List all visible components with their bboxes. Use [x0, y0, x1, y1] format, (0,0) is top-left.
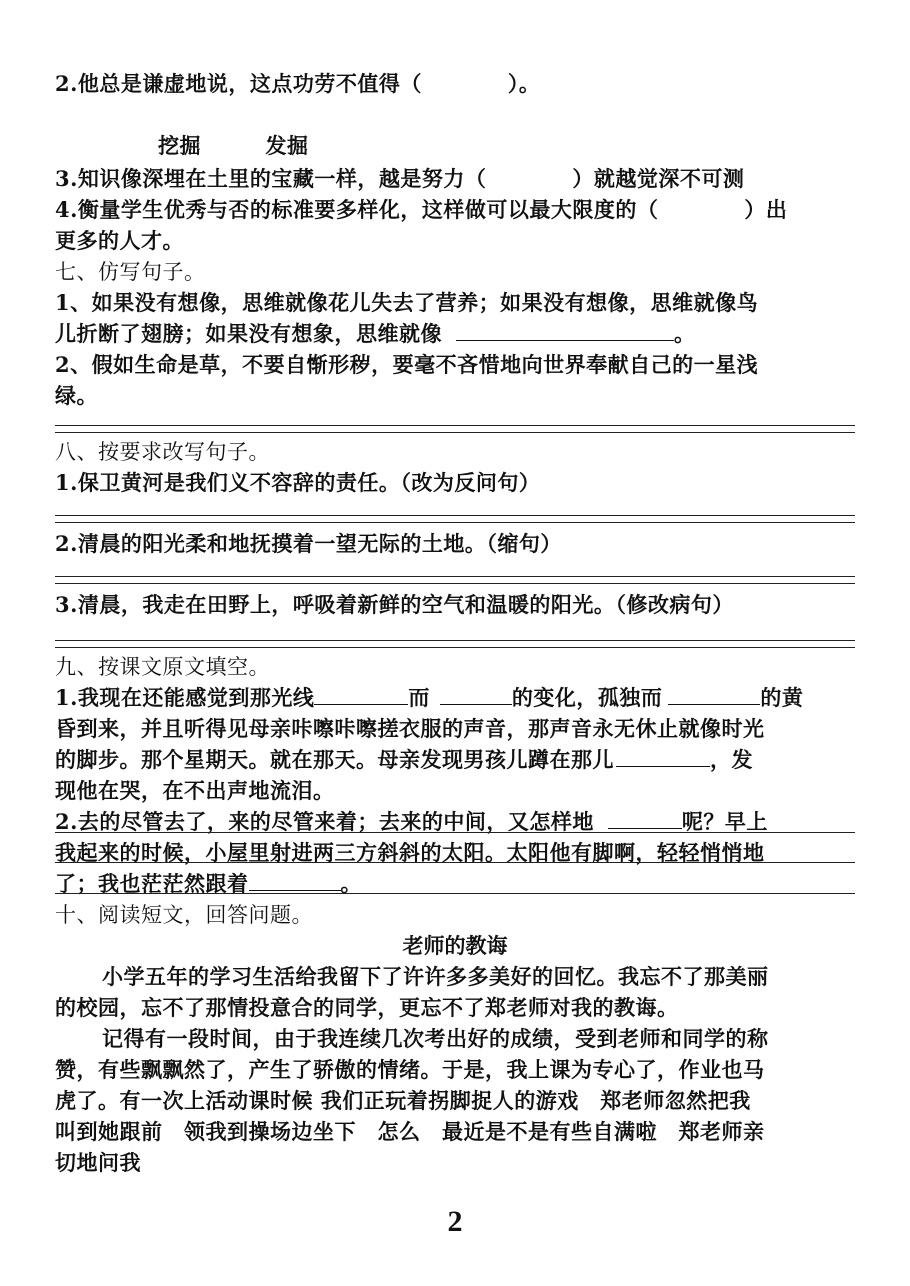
- fill-1-text-e: 的脚步。那个星期天。就在那天。母亲发现男孩儿蹲在那儿: [55, 747, 614, 772]
- answer-blank[interactable]: [456, 320, 674, 341]
- story-para1-line1: 小学五年的学习生活给我留下了许许多多美好的回忆。我忘不了那美丽: [102, 964, 769, 989]
- answer-line[interactable]: [55, 515, 855, 516]
- fill-1-line4: 现他在哭，在不出声地流泪。: [55, 778, 335, 803]
- answer-line[interactable]: [55, 647, 855, 648]
- fill-2-text-a: 2.去的尽管去了，来的尽管来着；去来的中间，又怎样地: [55, 809, 594, 834]
- answer-line[interactable]: [55, 576, 855, 577]
- story-para2-line1: 记得有一段时间，由于我连续几次考出好的成绩，受到老师和同学的称: [102, 1026, 769, 1051]
- fill-1-line1: [55, 684, 803, 712]
- imitation-1-line2: [55, 320, 696, 348]
- rewrite-3: 3.清晨，我走在田野上，呼吸着新鲜的空气和温暖的阳光。（修改病句）: [55, 592, 734, 617]
- page-number: 2: [447, 1205, 463, 1238]
- fill-2-text-c: 了；我也茫茫然跟着: [55, 871, 249, 896]
- answer-line[interactable]: [55, 432, 855, 433]
- story-para2-line3: 虎了。有一次上活动课时候 我们正玩着拐脚捉人的游戏 郑老师忽然把我: [55, 1088, 751, 1113]
- story-para2-line4: 叫到她跟前 领我到操场边坐下 怎么 最近是不是有些自满啦 郑老师亲: [55, 1119, 765, 1144]
- fill-1-text-f: ，发: [710, 747, 753, 772]
- answer-blank[interactable]: [440, 684, 512, 705]
- answer-line[interactable]: [55, 522, 855, 523]
- underline-rule: [55, 832, 855, 833]
- period: 。: [674, 321, 696, 346]
- answer-line[interactable]: [55, 425, 855, 426]
- section-10-heading: 十、阅读短文，回答问题。: [55, 903, 313, 927]
- rewrite-1: 1.保卫黄河是我们义不容辞的责任。（改为反问句）: [55, 470, 541, 495]
- fill-1-line3: [55, 746, 753, 774]
- imitation-1-line1: 1、如果没有想像，思维就像花儿失去了营养；如果没有想像，思维就像鸟: [55, 290, 759, 315]
- fill-1-text-c: 的变化，孤独而: [511, 685, 663, 710]
- imitation-1-text: 儿折断了翅膀；如果没有想象，思维就像: [55, 321, 442, 346]
- answer-blank[interactable]: [616, 746, 710, 767]
- answer-blank[interactable]: [314, 684, 408, 705]
- question-7-3: 3.知识像深埋在土里的宝藏一样，越是努力（ ）就越觉深不可测: [55, 166, 745, 191]
- imitation-2-line1: 2、假如生命是草，不要自惭形秽，要毫不吝惜地向世界奉献自己的一星浅: [55, 352, 759, 377]
- answer-blank[interactable]: [608, 808, 682, 829]
- story-para2-line5: 切地问我: [55, 1150, 141, 1175]
- story-para1-line2: 的校园，忘不了那情投意合的同学，更忘不了郑老师对我的教诲。: [55, 995, 679, 1020]
- word-choice-options: 挖掘 发掘: [158, 133, 309, 158]
- period: 。: [340, 871, 362, 896]
- underline-rule: [55, 862, 855, 863]
- fill-1-line2: 昏到来，并且听得见母亲咔嚓咔嚓搓衣服的声音，那声音永无休止就像时光: [55, 716, 765, 741]
- answer-line[interactable]: [55, 640, 855, 641]
- answer-line[interactable]: [55, 583, 855, 584]
- fill-1-text-a: 1.我现在还能感觉到那光线: [55, 685, 315, 710]
- question-7-2: 2.他总是谦虚地说，这点功劳不值得（ ）。: [55, 71, 541, 96]
- fill-1-text-b: 而: [408, 685, 430, 710]
- fill-2-line2: 我起来的时候，小屋里射进两三方斜斜的太阳。太阳他有脚啊，轻轻悄悄地: [55, 840, 765, 865]
- question-7-4-cont: 更多的人才。: [55, 228, 184, 253]
- answer-blank[interactable]: [249, 870, 341, 891]
- answer-blank[interactable]: [668, 684, 760, 705]
- rewrite-2: 2.清晨的阳光柔和地抚摸着一望无际的土地。（缩句）: [55, 531, 562, 556]
- story-para2-line2: 赞，有些飘飘然了，产生了骄傲的情绪。于是，我上课为专心了，作业也马: [55, 1057, 765, 1082]
- fill-2-text-b: 呢？早上: [681, 809, 768, 834]
- question-7-4: 4.衡量学生优秀与否的标准要多样化，这样做可以最大限度的（ ）出: [55, 197, 788, 222]
- story-title: 老师的教诲: [402, 933, 508, 958]
- section-9-heading: 九、按课文原文填空。: [55, 655, 270, 679]
- fill-1-text-d: 的黄: [760, 685, 804, 710]
- imitation-2-line2: 绿。: [55, 383, 98, 408]
- underline-rule: [55, 893, 855, 894]
- section-8-heading: 八、按要求改写句子。: [55, 440, 270, 464]
- section-7-heading: 七、仿写句子。: [55, 260, 206, 284]
